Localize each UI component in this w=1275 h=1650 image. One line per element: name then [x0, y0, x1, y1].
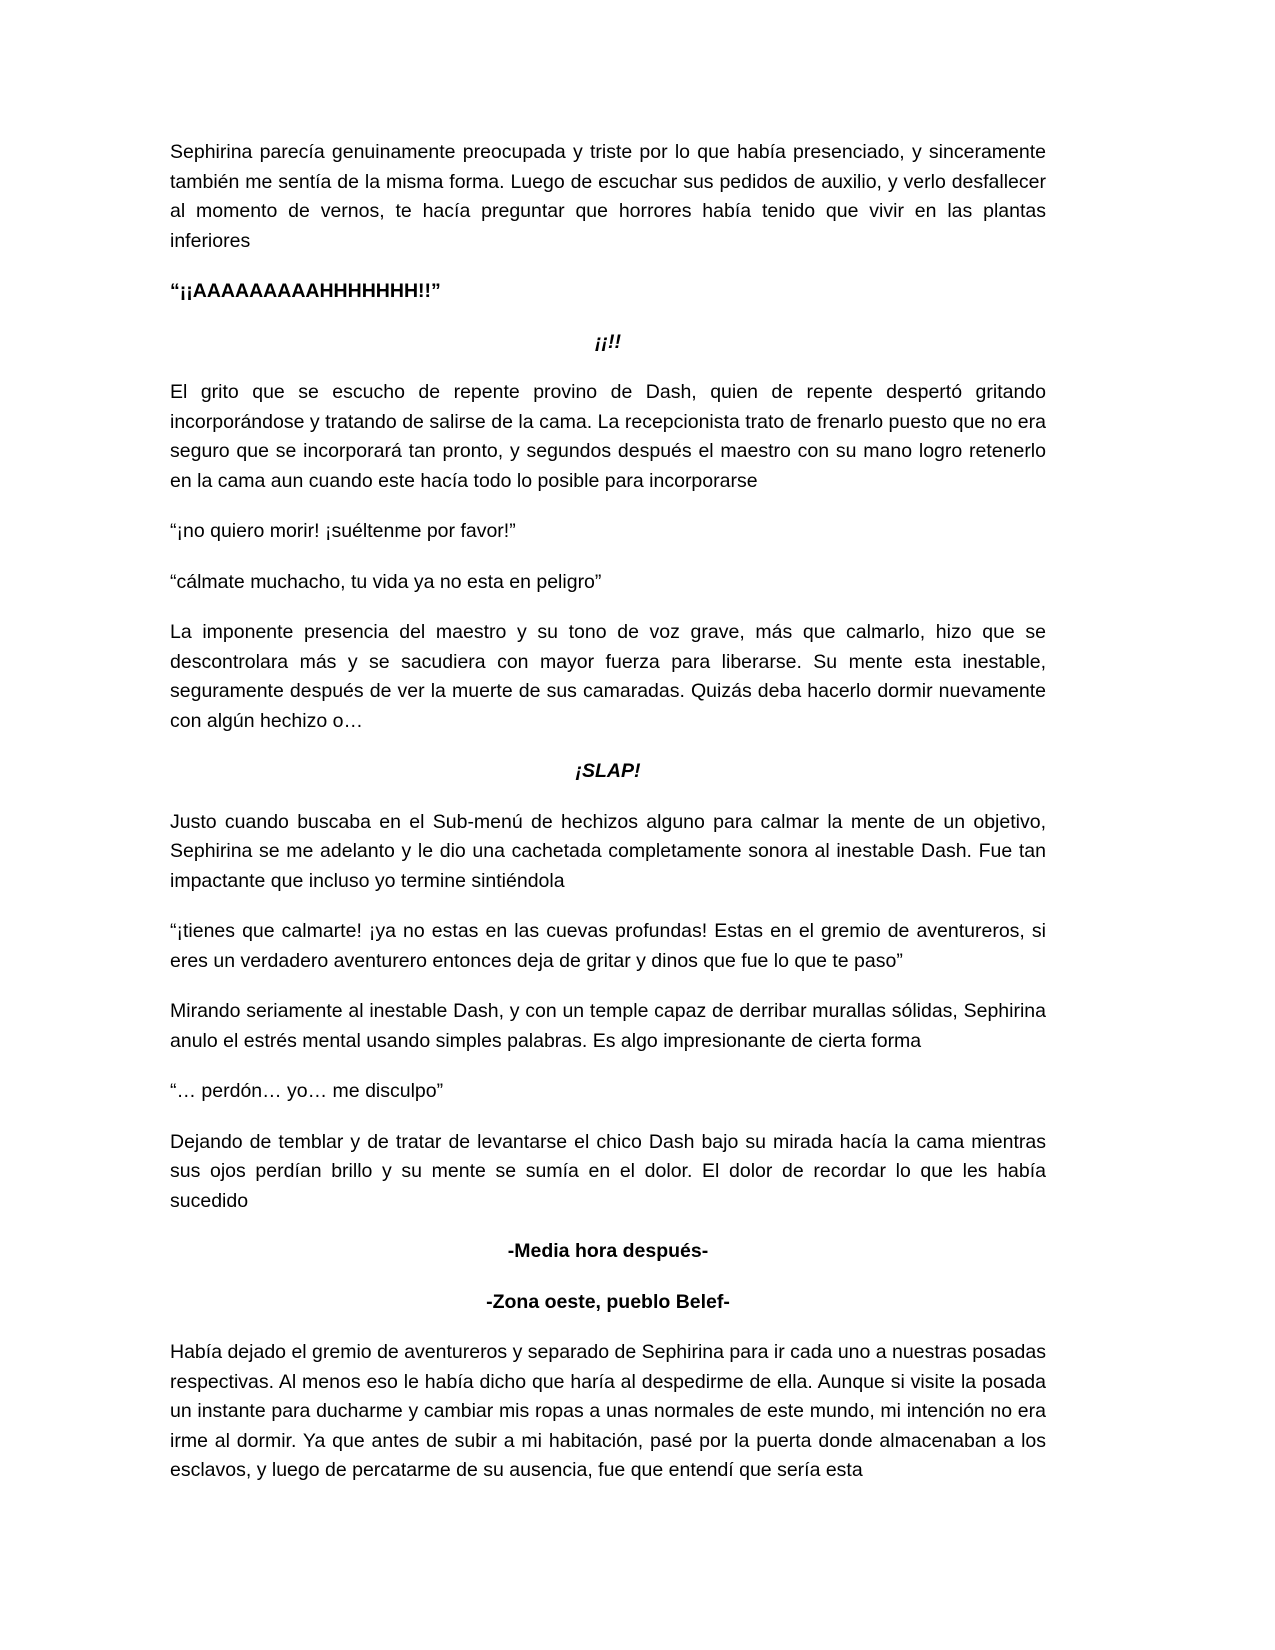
- paragraph: Había dejado el gremio de aventureros y separado de Sephirina para ir cada uno a nuestras posadas respectivas. Al menos eso le había dicho que haría al despedirme de ella. Aunque si visite la posada un instante para ducharme y cambiar mis ropas a unas normales de este mundo, mi intención no era irme al dormir. Ya que antes de subir a mi habitación, pasé por la puerta donde almacenaban a los esclavos, y luego de percatarme de su ausencia, fue que entendí que sería esta: [170, 1341, 1046, 1481]
- dialogue-line: “cálmate muchacho, tu vida ya no esta en peligro”: [170, 570, 602, 593]
- section-heading: -Media hora después-: [507, 1240, 709, 1262]
- paragraph: El grito que se escucho de repente provino de Dash, quien de repente despertó gritando incorporándose y tratando de salirse de la cama. La recepcionista trato de frenarlo puesto que no era seguro que se incorporará tan pronto, y segundos después el maestro con su mano logro retenerlo en la cama aun cuando este hacía todo lo posible para incorporarse: [170, 381, 1046, 492]
- document-body: [170, 138, 1046, 1486]
- paragraph: Sephirina parecía genuinamente preocupada y triste por lo que había presenciado, y sinceramente también me sentía de la misma forma. Luego de escuchar sus pedidos de auxilio, y verlo desfallecer al momento de vernos, te hacía preguntar que horrores había tenido que vivir en las plantas inferiores: [170, 141, 1046, 252]
- section-heading: -Zona oeste, pueblo Belef-: [486, 1290, 730, 1313]
- paragraph: Mirando seriamente al inestable Dash, y con un temple capaz de derribar murallas sólidas, Sephirina anulo el estrés mental usando simples palabras. Es algo impresionante de cierta forma: [170, 1000, 1046, 1052]
- sound-effect-heading: ¡SLAP!: [575, 760, 641, 782]
- scream-line: “¡¡AAAAAAAAAHHHHHHH!!”: [170, 280, 441, 302]
- paragraph: Dejando de temblar y de tratar de levantarse el chico Dash bajo su mirada hacía la cama mientras sus ojos perdían brillo y su mente se sumía en el dolor. El dolor de recordar lo que les había sucedido: [170, 1130, 1046, 1212]
- paragraph: Justo cuando buscaba en el Sub-menú de hechizos alguno para calmar la mente de un objetivo, Sephirina se me adelanto y le dio una cachetada completamente sonora al inestable Dash. Fue tan impactante que incluso yo termine sintiéndola: [170, 810, 1046, 892]
- dialogue-line: “… perdón… yo… me disculpo”: [170, 1080, 444, 1102]
- sound-effect-heading: ¡¡!!: [595, 330, 621, 353]
- dialogue-line: “¡tienes que calmarte! ¡ya no estas en las cuevas profundas! Estas en el gremio de aventureros, si eres un verdadero aventurero entonces deja de gritar y dinos que fue lo que te paso”: [170, 920, 1046, 972]
- paragraph: La imponente presencia del maestro y su tono de voz grave, más que calmarlo, hizo que se descontrolara más y se sacudiera con mayor fuerza para liberarse. Su mente esta inestable, seguramente después de ver la muerte de sus camaradas. Quizás deba hacerlo dormir nuevamente con algún hechizo o…: [170, 621, 1046, 732]
- dialogue-line: “¡no quiero morir! ¡suéltenme por favor!”: [170, 520, 516, 542]
